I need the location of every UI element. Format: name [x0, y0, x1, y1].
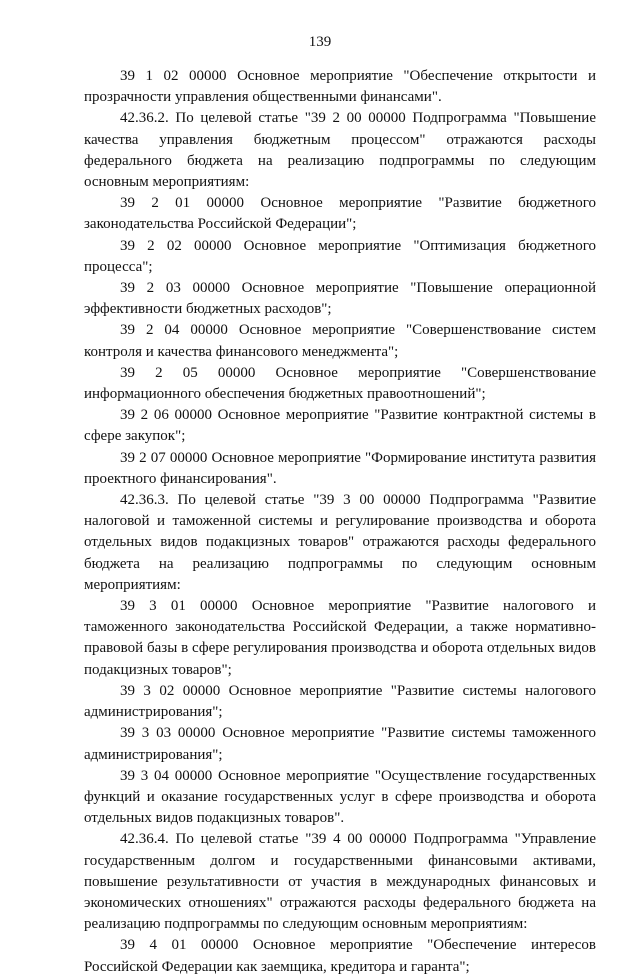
paragraph: 39 1 02 00000 Основное мероприятие "Обеспечение открытости и прозрачности управления общественными финансами".	[84, 68, 596, 106]
paragraph: 39 3 02 00000 Основное мероприятие "Развитие системы налогового администрирования";	[84, 682, 596, 721]
paragraph: 39 2 07 00000 Основное мероприятие "Формирование института развития проектного финансирования".	[84, 449, 596, 487]
paragraph: 39 3 04 00000 Основное мероприятие "Осуществление государственных функций и оказание государственных услуг в сфере производства и оборота отдельных видов подакцизных товаров".	[84, 767, 596, 827]
paragraph: 39 2 05 00000 Основное мероприятие "Совершенствование информационного обеспечения бюджетных правоотношений";	[84, 364, 596, 403]
paragraph: 39 4 01 00000 Основное мероприятие "Обеспечение интересов Российской Федерации как заемщика, кредитора и гаранта";	[84, 937, 596, 975]
paragraph: 39 2 04 00000 Основное мероприятие "Совершенствование систем контроля и качества финансового менеджмента";	[84, 322, 596, 360]
paragraph: 39 3 01 00000 Основное мероприятие "Развитие налогового и таможенного законодательства Российской Федерации, а также нормативно-правовой базы в сфере регулирования производства и оборота отдельных видов подакцизных товаров";	[84, 598, 596, 678]
paragraph: 39 2 01 00000 Основное мероприятие "Развитие бюджетного законодательства Российской Федерации";	[84, 195, 596, 233]
paragraph: 42.36.2. По целевой статье "39 2 00 00000 Подпрограмма "Повышение качества управления бюджетным процессом" отражаются расходы федерального бюджета на реализацию подпрограммы по следующим основным мероприятиям:	[84, 110, 596, 191]
page-number: 139	[308, 34, 332, 50]
paragraph: 39 2 02 00000 Основное мероприятие "Оптимизация бюджетного процесса";	[84, 237, 596, 275]
paragraph: 39 2 03 00000 Основное мероприятие "Повышение операционной эффективности бюджетных расходов";	[84, 280, 596, 318]
document-body	[84, 66, 596, 978]
paragraph: 39 2 06 00000 Основное мероприятие "Развитие контрактной системы в сфере закупок";	[84, 407, 596, 445]
paragraph: 42.36.3. По целевой статье "39 3 00 00000 Подпрограмма "Развитие налоговой и таможенной системы и регулирование производства и оборота отдельных видов подакцизных товаров" отражаются расходы федерального бюджета на реализацию подпрограммы по следующим основным мероприятиям:	[84, 492, 596, 593]
paragraph: 42.36.4. По целевой статье "39 4 00 00000 Подпрограмма "Управление государственным долгом и государственными финансовыми активами, повышение результативности от участия в международных финансовых и экономических отношениях" отражаются расходы федерального бюджета на реализацию подпрограммы по следующим основным мероприятиям:	[84, 831, 596, 933]
paragraph: 39 3 03 00000 Основное мероприятие "Развитие системы таможенного администрирования";	[84, 725, 596, 763]
